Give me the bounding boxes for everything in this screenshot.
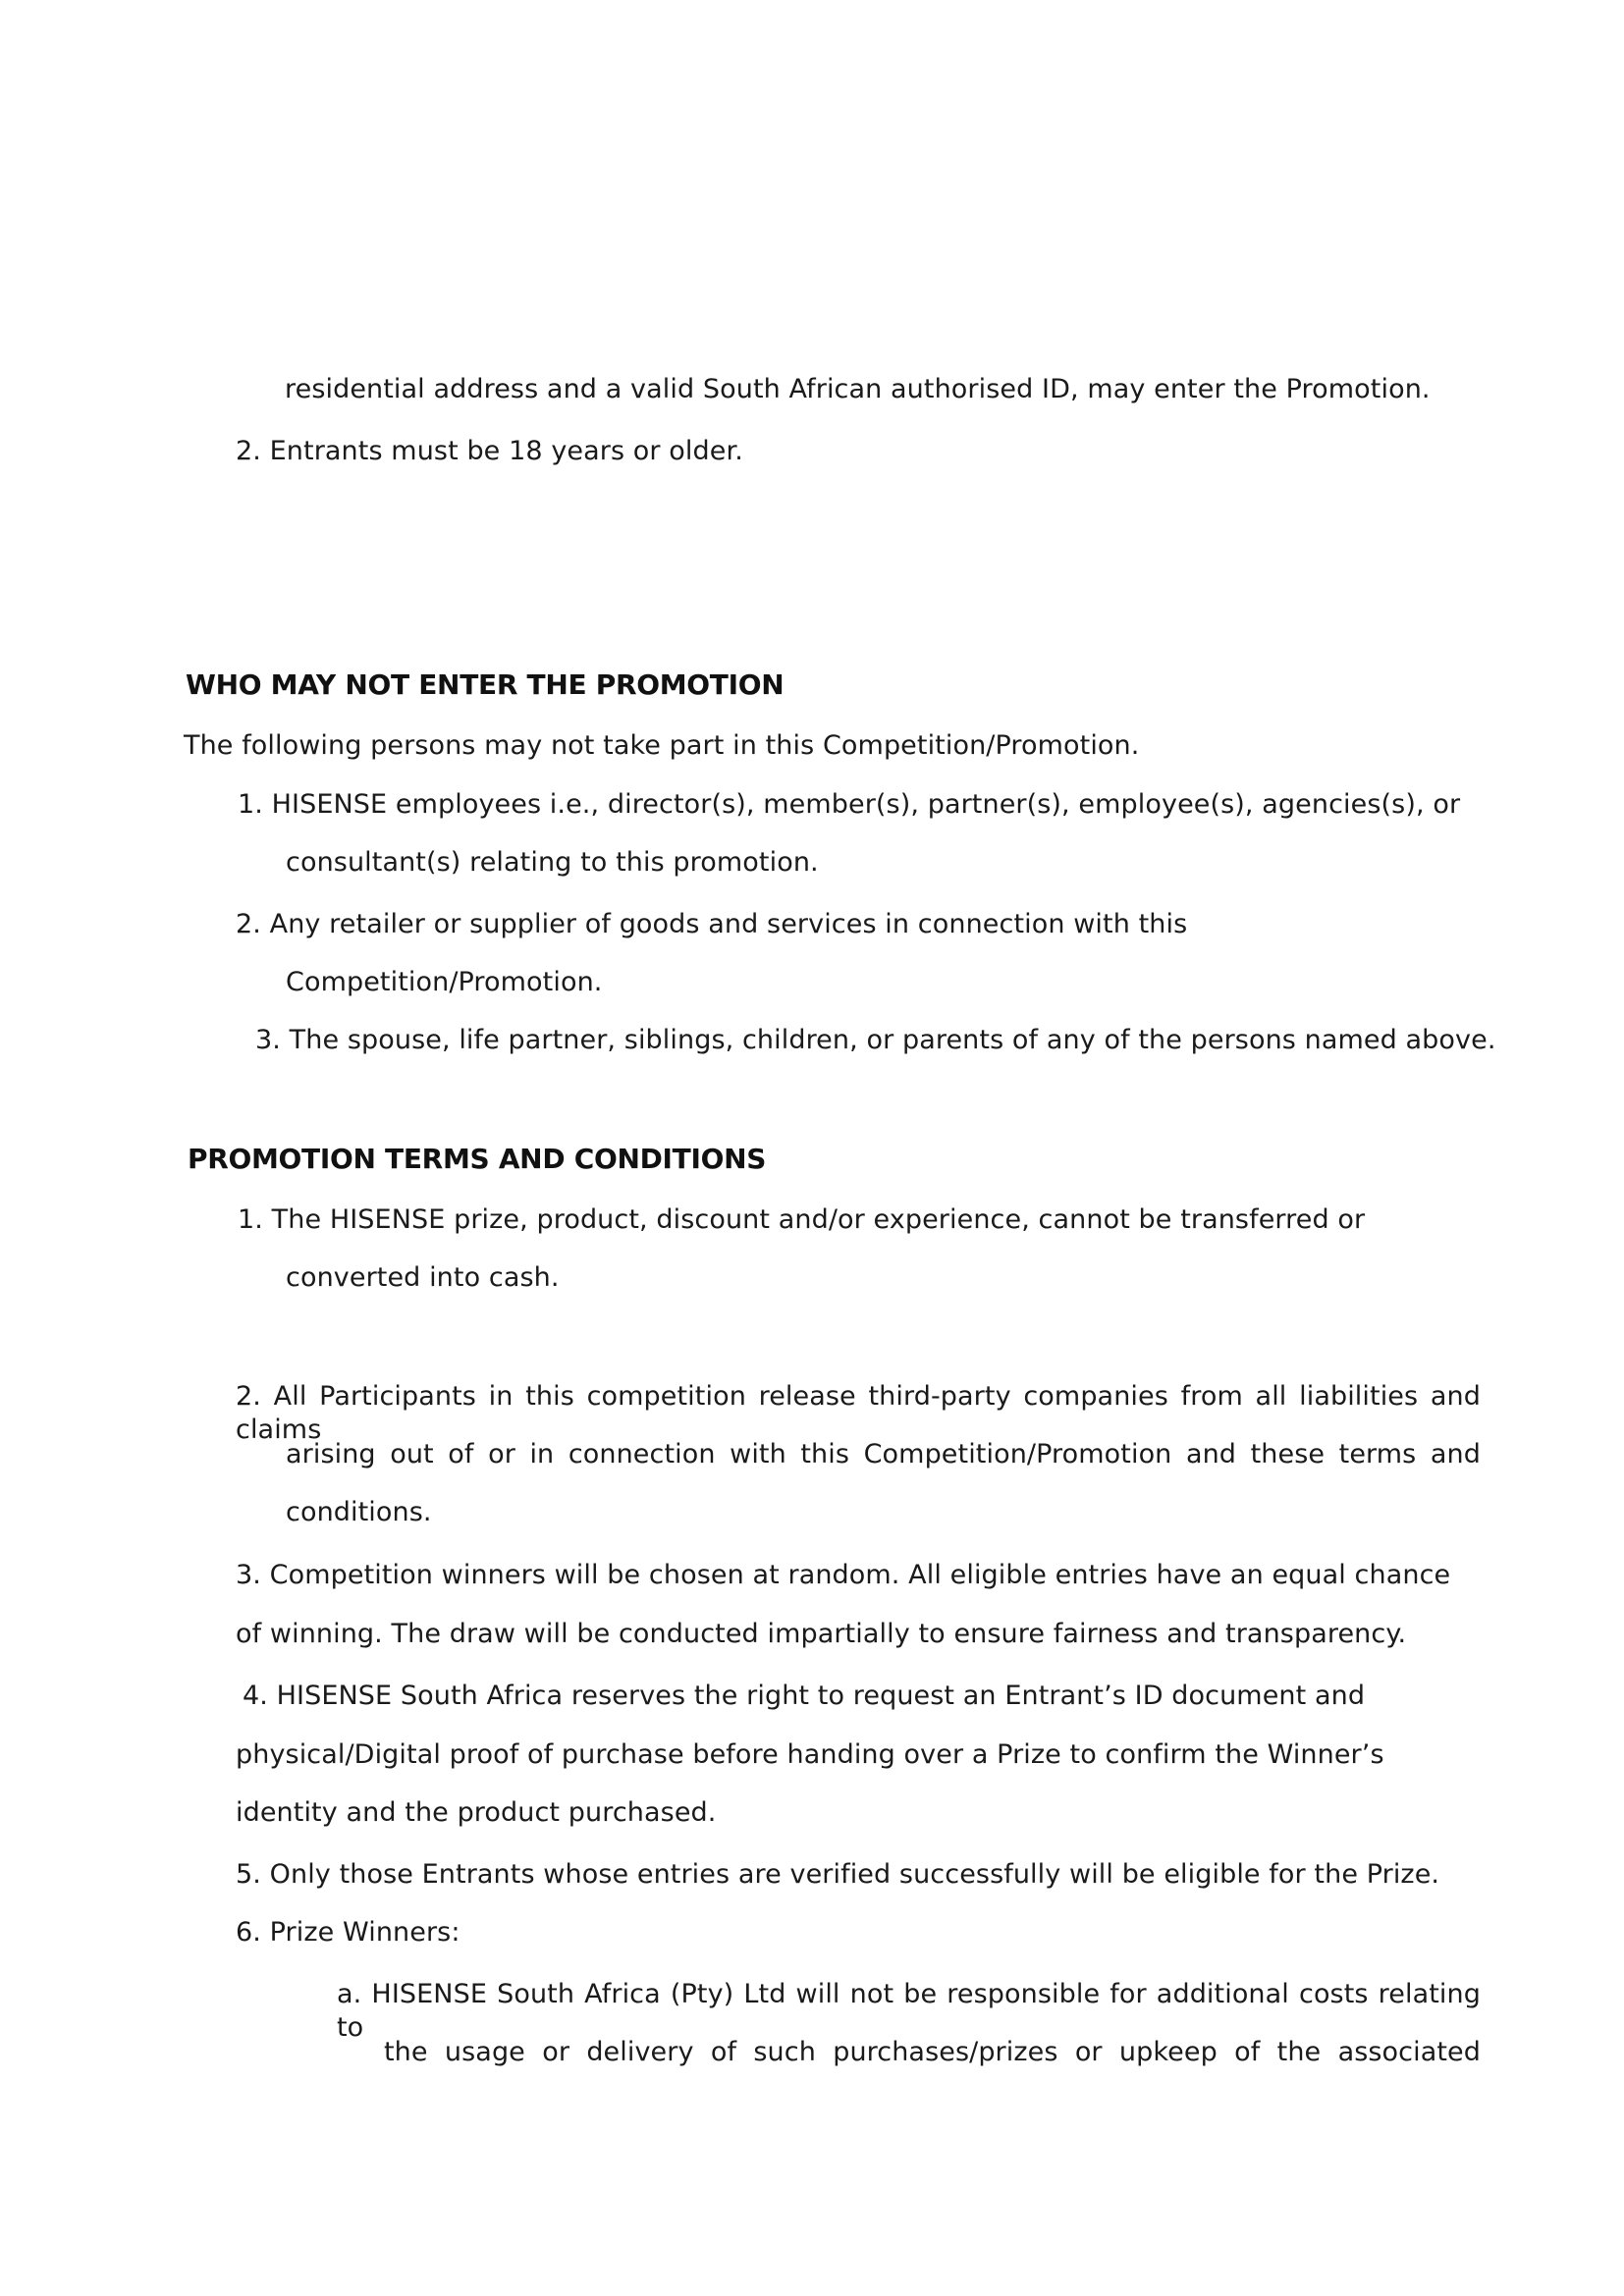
eligibility-continuation: residential address and a valid South African authorised ID, may enter the Promotion. (285, 374, 1431, 404)
exclusion-item-2-line-2: Competition/Promotion. (286, 967, 603, 997)
terms-item-3-line-1: 3. Competition winners will be chosen at random. All eligible entries have an equal chance (236, 1560, 1451, 1590)
exclusion-item-2-line-1: 2. Any retailer or supplier of goods and services in connection with this (236, 909, 1188, 939)
exclusion-item-1-line-1: 1. HISENSE employees i.e., director(s), member(s), partner(s), employee(s), agencies(s), or (238, 789, 1461, 820)
terms-item-3-line-2: of winning. The draw will be conducted impartially to ensure fairness and transparency. (236, 1619, 1407, 1649)
terms-item-6: 6. Prize Winners: (236, 1917, 460, 1948)
terms-item-4-line-2: physical/Digital proof of purchase before handing over a Prize to confirm the Winner’s (236, 1739, 1384, 1770)
who-may-not-enter-intro: The following persons may not take part in this Competition/Promotion. (184, 730, 1140, 761)
eligibility-item-2: 2. Entrants must be 18 years or older. (236, 436, 743, 466)
terms-item-1-line-2: converted into cash. (286, 1262, 560, 1293)
terms-item-2-line-1: 2. All Participants in this competition release third-party companies from all liabilities and claims (236, 1381, 1481, 1445)
section-heading-who-may-not-enter: WHO MAY NOT ENTER THE PROMOTION (186, 668, 785, 701)
terms-item-5: 5. Only those Entrants whose entries are verified successfully will be eligible for the Prize. (236, 1859, 1440, 1890)
section-heading-terms: PROMOTION TERMS AND CONDITIONS (188, 1143, 767, 1175)
terms-item-6a-line-2: the usage or delivery of such purchases/prizes or upkeep of the associated (384, 2037, 1481, 2067)
terms-item-2-line-2: arising out of or in connection with this Competition/Promotion and these terms and (286, 1439, 1481, 1469)
terms-item-4-line-1: 4. HISENSE South Africa reserves the right to request an Entrant’s ID document and (243, 1681, 1366, 1711)
terms-item-4-line-3: identity and the product purchased. (236, 1797, 717, 1828)
terms-item-1-line-1: 1. The HISENSE prize, product, discount and/or experience, cannot be transferred or (238, 1204, 1366, 1235)
terms-item-6a-line-1: a. HISENSE South Africa (Pty) Ltd will not be responsible for additional costs relating to (337, 1979, 1481, 2043)
exclusion-item-3: 3. The spouse, life partner, siblings, children, or parents of any of the persons named above. (255, 1025, 1496, 1055)
exclusion-item-1-line-2: consultant(s) relating to this promotion. (286, 847, 819, 878)
terms-item-2-line-3: conditions. (286, 1497, 432, 1527)
